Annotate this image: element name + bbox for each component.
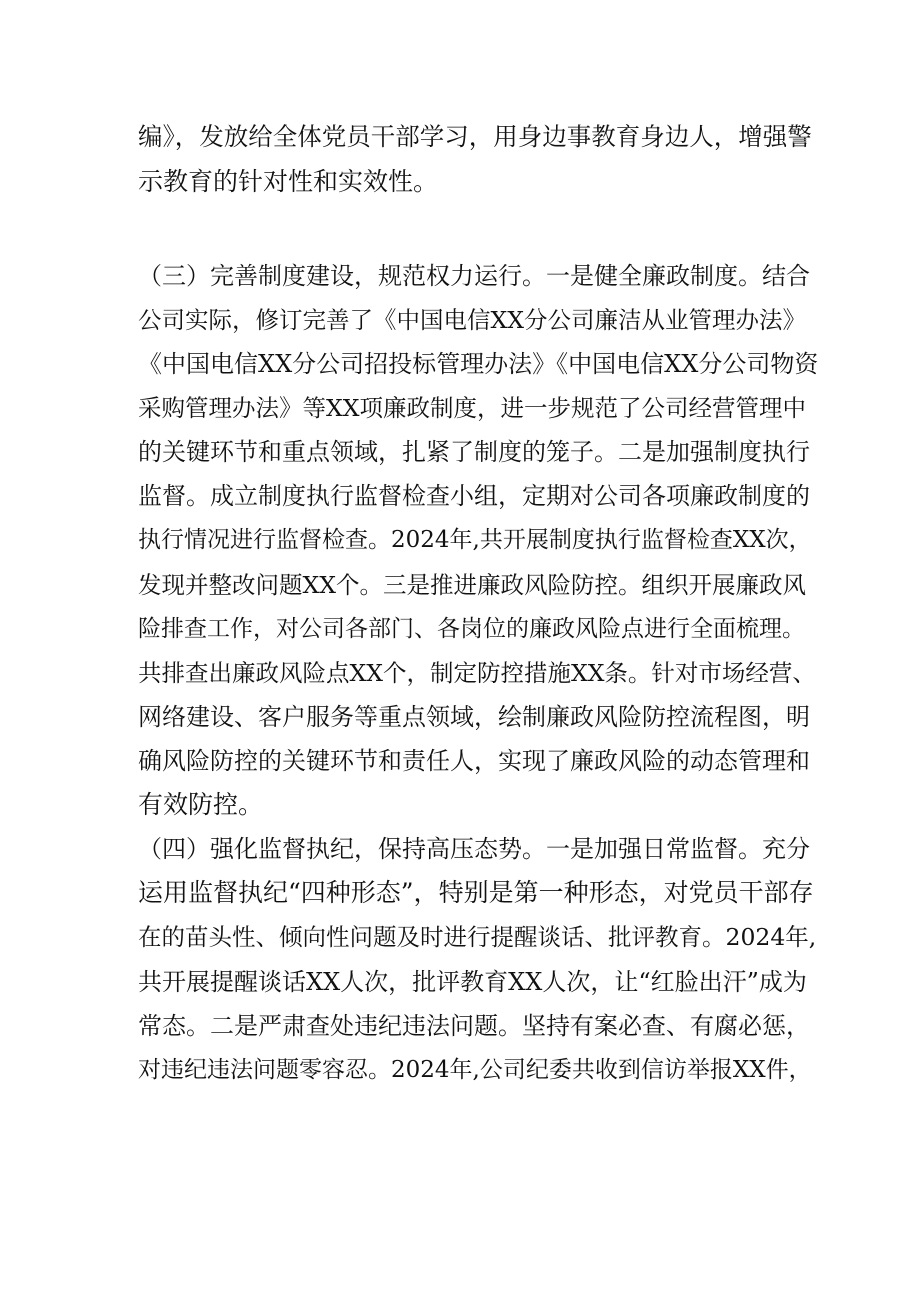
text-line-2: 示教育的针对性和实效性。: [138, 167, 439, 196]
text-line-1: 编》，发放给全体党员干部学习，用身边事教育身边人，增强警: [138, 122, 812, 151]
text-line-18: 在的苗头性、倾向性问题及时进行提醒谈话、批评教育。2024年,: [138, 923, 817, 951]
text-line-14: 确风险防控的关键环节和责任人，实现了廉政风险的动态管理和: [138, 747, 810, 775]
text-line-12: 共排查出廉政风险点XX个，制定防控措施XX条。针对市场经营、: [138, 659, 816, 687]
text-line-15: 有效防控。: [138, 790, 264, 819]
section-4-heading-line: （四）强化监督执纪，保持高压态势。一是加强日常监督。充分: [138, 835, 810, 863]
text-line-10: 发现并整改问题XX个。三是推进廉政风险防控。组织开展廉政风: [138, 571, 806, 599]
text-line-7: 的关键环节和重点领域，扎紧了制度的笼子。二是加强制度执行: [138, 438, 810, 466]
text-line-8: 监督。成立制度执行监督检查小组，定期对公司各项廉政制度的: [138, 482, 810, 510]
text-line-6: 采购管理办法》等XX项廉政制度，进一步规范了公司经营管理中: [138, 394, 806, 422]
text-line-4: 公司实际，修订完善了《中国电信XX分公司廉洁从业管理办法》: [138, 306, 806, 334]
text-line-11: 险排查工作，对公司各部门、各岗位的廉政风险点进行全面梳理。: [138, 616, 805, 642]
text-line-9: 执行情况进行监督检查。2024年,共开展制度执行监督检查XX次，: [138, 527, 812, 553]
section-3-heading-line: （三）完善制度建设，规范权力运行。一是健全廉政制度。结合: [138, 262, 810, 290]
text-line-5: 《中国电信XX分公司招投标管理办法》《中国电信XX分公司物资: [138, 350, 819, 378]
text-line-20: 常态。二是严肃查处违纪违法问题。坚持有案必查、有腐必惩，: [138, 1012, 810, 1040]
text-line-13: 网络建设、客户服务等重点领域，绘制廉政风险防控流程图，明: [138, 703, 810, 731]
text-line-21: 对违纪违法问题零容忍。2024年,公司纪委共收到信访举报XX件，: [138, 1057, 812, 1083]
text-line-17: 运用监督执纪“四种形态”，特别是第一种形态，对党员干部存: [138, 878, 814, 907]
text-line-19: 共开展提醒谈话XX人次，批评教育XX人次，让“红脸出汗”成为: [138, 968, 807, 996]
